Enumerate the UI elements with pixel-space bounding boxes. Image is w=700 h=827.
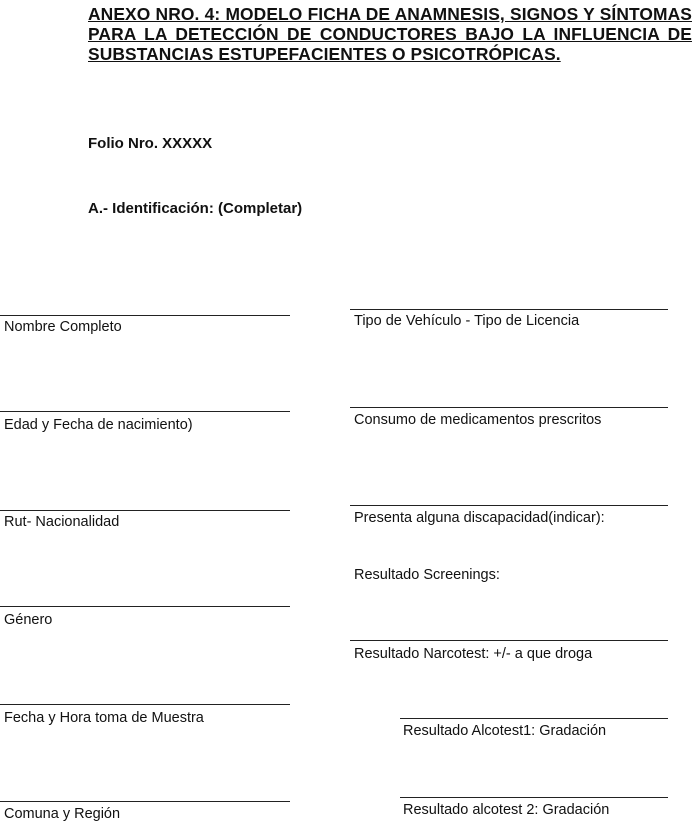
fecha-muestra-line[interactable] [0,704,290,705]
edad-line[interactable] [0,411,290,412]
discapacidad-line[interactable] [350,505,668,506]
alcotest1-label: Resultado Alcotest1: Gradación [403,723,607,739]
alcotest2-line[interactable] [400,797,668,798]
medicamentos-line[interactable] [350,407,668,408]
discapacidad-label: Presenta alguna discapacidad(indicar): [354,510,605,526]
narcotest-line[interactable] [350,640,668,641]
screenings-label: Resultado Screenings: [354,567,500,583]
comuna-label: Comuna y Región [4,806,121,822]
alcotest1-line[interactable] [400,718,668,719]
comuna-line[interactable] [0,801,290,802]
genero-label: Género [4,612,53,628]
rut-line[interactable] [0,510,290,511]
medicamentos-label: Consumo de medicamentos prescritos [354,412,602,428]
tipo-vehiculo-label: Tipo de Vehículo - Tipo de Licencia [354,313,580,329]
genero-line[interactable] [0,606,290,607]
narcotest-label: Resultado Narcotest: +/- a que droga [354,646,593,662]
nombre-line[interactable] [0,315,290,316]
section-heading: A.- Identificación: (Completar) [88,200,303,217]
tipo-vehiculo-line[interactable] [350,309,668,310]
rut-label: Rut- Nacionalidad [4,514,120,530]
nombre-label: Nombre Completo [4,319,122,335]
alcotest2-label: Resultado alcotest 2: Gradación [403,802,610,818]
edad-label: Edad y Fecha de nacimiento) [4,417,193,433]
fecha-muestra-label: Fecha y Hora toma de Muestra [4,710,204,726]
document-title: ANEXO NRO. 4: MODELO FICHA DE ANAMNESIS, SIGNOS Y SÍNTOMAS PARA LA DETECCIÓN DE CONDUCTORES BAJO LA INFLUENCIA DE SUBSTANCIAS ESTUPEFACIENTES O PSICOTRÓPICAS. [88,4,692,64]
folio-number: Folio Nro. XXXXX [88,135,213,152]
